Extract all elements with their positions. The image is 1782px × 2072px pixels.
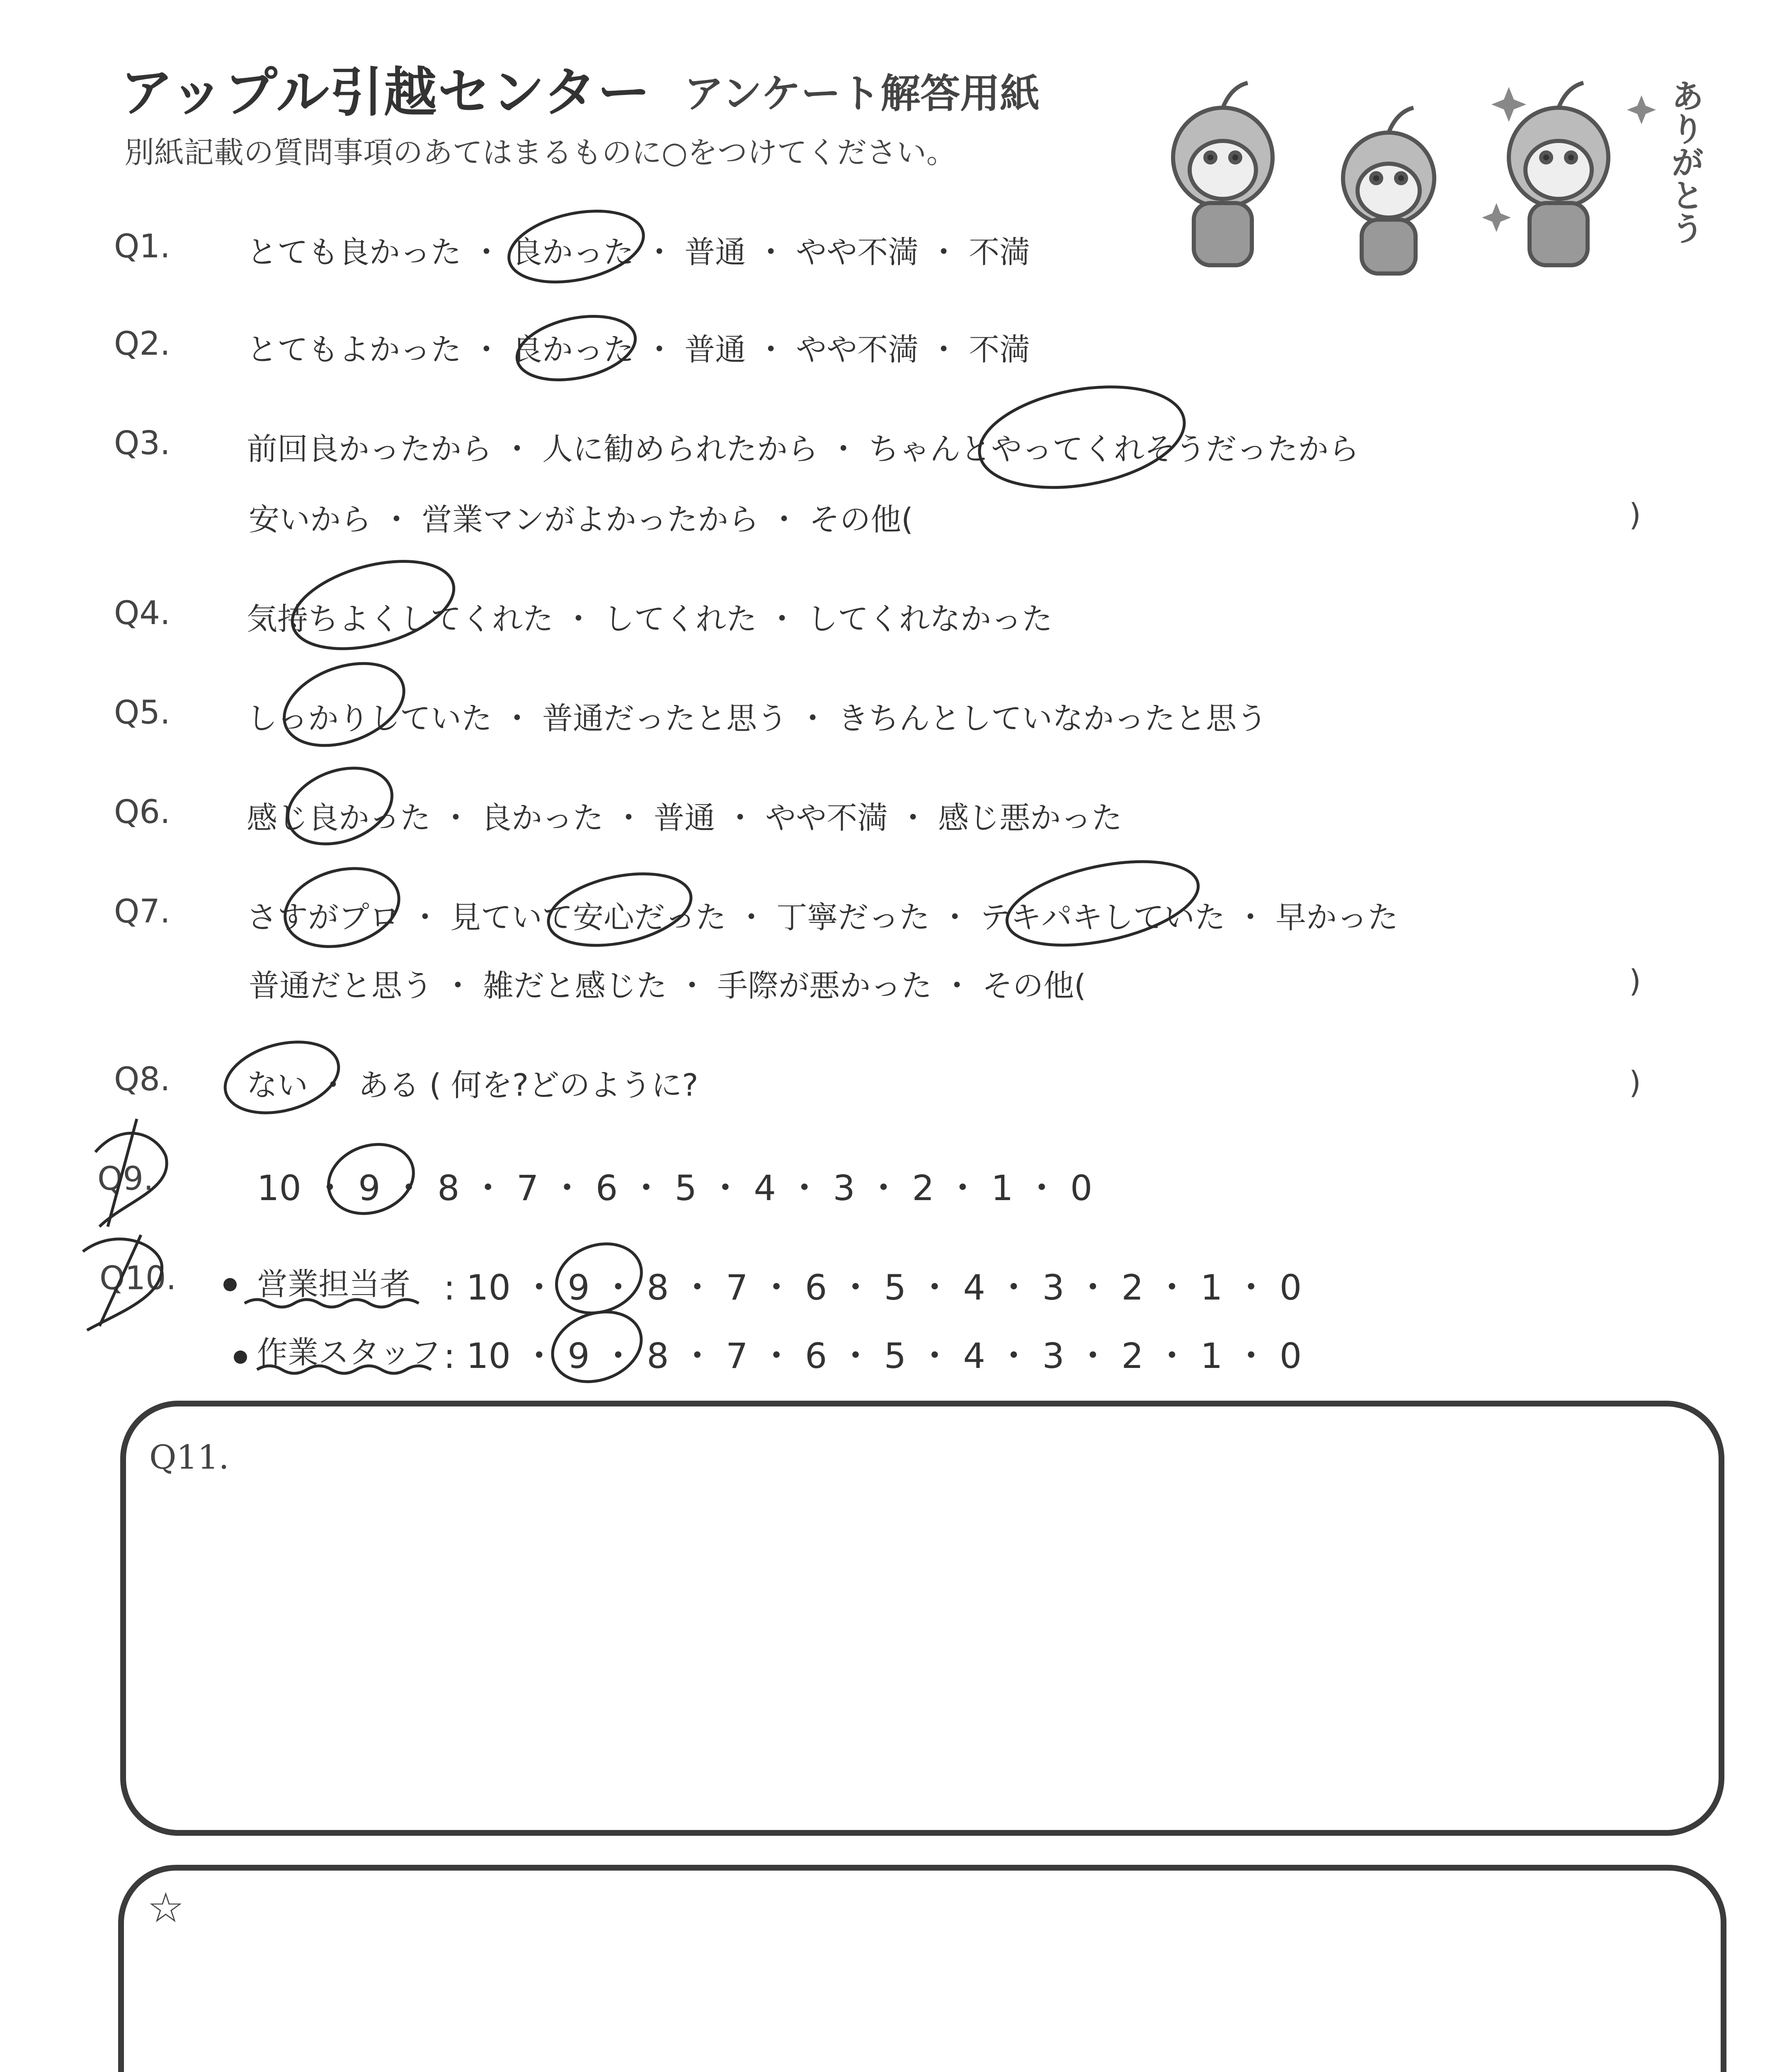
- q11-label: Q11.: [149, 1438, 229, 1477]
- q5-circle-mark: [273, 648, 415, 761]
- q3-label: Q3.: [114, 425, 170, 462]
- q7-circle-mark-2: [542, 862, 698, 957]
- star-icon: ☆: [147, 1883, 184, 1932]
- q1-options: とても良かった ・ 良かった ・ 普通 ・ やや不満 ・ 不満: [247, 235, 1030, 270]
- q10-bullet-sales: [223, 1278, 237, 1291]
- q10-underline-sales: [245, 1300, 419, 1307]
- q10-bullet-work: [234, 1351, 247, 1364]
- q3-circle-mark: [972, 372, 1192, 502]
- thanks-caption: ありがとう: [1666, 79, 1704, 244]
- q2-circle-mark: [511, 306, 641, 390]
- q10-sales-circle-mark: [547, 1232, 651, 1324]
- q8-close-paren: ): [1629, 1065, 1641, 1101]
- q4-options: 気持ちよくしてくれた ・ してくれた ・ してくれなかった: [247, 601, 1053, 637]
- q2-options: とてもよかった ・ 良かった ・ 普通 ・ やや不満 ・ 不満: [247, 332, 1030, 368]
- q8-options: ない ・ ある ( 何を?どのように?: [247, 1067, 698, 1103]
- q10-work-staff-label: 作業スタッフ: [257, 1335, 441, 1370]
- form-instruction: 別紙記載の質問事項のあてはまるものに○をつけてください。: [124, 135, 956, 170]
- q10-underline-work: [257, 1366, 431, 1373]
- q6-circle-mark: [277, 755, 402, 858]
- q5-label: Q5.: [114, 694, 170, 731]
- q4-circle-mark: [283, 545, 463, 664]
- q7-circle-mark-3: [999, 847, 1205, 960]
- q10-sales-staff-label: 営業担当者: [257, 1266, 410, 1302]
- q9-scale: 10 ・ 9 ・ 8 ・ 7 ・ 6 ・ 5 ・ 4 ・ 3 ・ 2 ・ 1 ・ 0: [257, 1168, 1093, 1208]
- form-subtitle: アンケート解答用紙: [684, 70, 1040, 117]
- q7-circle-mark-1: [276, 857, 407, 959]
- q9-label: Q9.: [97, 1160, 154, 1198]
- q10-sales-staff-scale: : 10 ・ 9 ・ 8 ・ 7 ・ 6 ・ 5 ・ 4 ・ 3 ・ 2 ・ 1 ・ 0: [444, 1267, 1302, 1308]
- q10-label: Q10.: [99, 1260, 177, 1297]
- q8-circle-mark: [217, 1030, 347, 1124]
- q7-options-line1: さすがプロ ・ 見ていて安心だった ・ 丁寧だった ・ テキパキしていた ・ 早かった: [247, 900, 1399, 935]
- q2-label: Q2.: [114, 325, 170, 363]
- q3-options-line2: 安いから ・ 営業マンがよかったから ・ その他(: [249, 502, 913, 537]
- q7-close-paren: ): [1629, 963, 1641, 999]
- q6-options: 感じ良かった ・ 良かった ・ 普通 ・ やや不満 ・ 感じ悪かった: [247, 800, 1123, 836]
- q9-circle-mark: [319, 1133, 423, 1225]
- q3-close-paren: ): [1629, 497, 1641, 533]
- q6-label: Q6.: [114, 794, 170, 831]
- q10-work-staff-scale: : 10 ・ 9 ・ 8 ・ 7 ・ 6 ・ 5 ・ 4 ・ 3 ・ 2 ・ 1 ・ 0: [444, 1336, 1302, 1376]
- q9-cross-mark: [95, 1119, 167, 1227]
- form-title: アップル引越センター: [120, 62, 651, 123]
- q8-label: Q8.: [114, 1061, 170, 1098]
- q7-options-line2: 普通だと思う ・ 雑だと感じた ・ 手際が悪かった ・ その他(: [249, 968, 1086, 1004]
- q1-circle-mark: [502, 200, 650, 293]
- q10-work-circle-mark: [543, 1300, 651, 1394]
- q5-options: しっかりしていた ・ 普通だったと思う ・ きちんとしていなかったと思う: [247, 701, 1268, 736]
- q1-label: Q1.: [114, 228, 170, 265]
- q3-options-line1: 前回良かったから ・ 人に勧められたから ・ ちゃんとやってくれそうだったから: [247, 431, 1360, 467]
- q7-label: Q7.: [114, 893, 170, 930]
- q4-label: Q4.: [114, 595, 170, 632]
- q10-cross-mark: [83, 1235, 162, 1330]
